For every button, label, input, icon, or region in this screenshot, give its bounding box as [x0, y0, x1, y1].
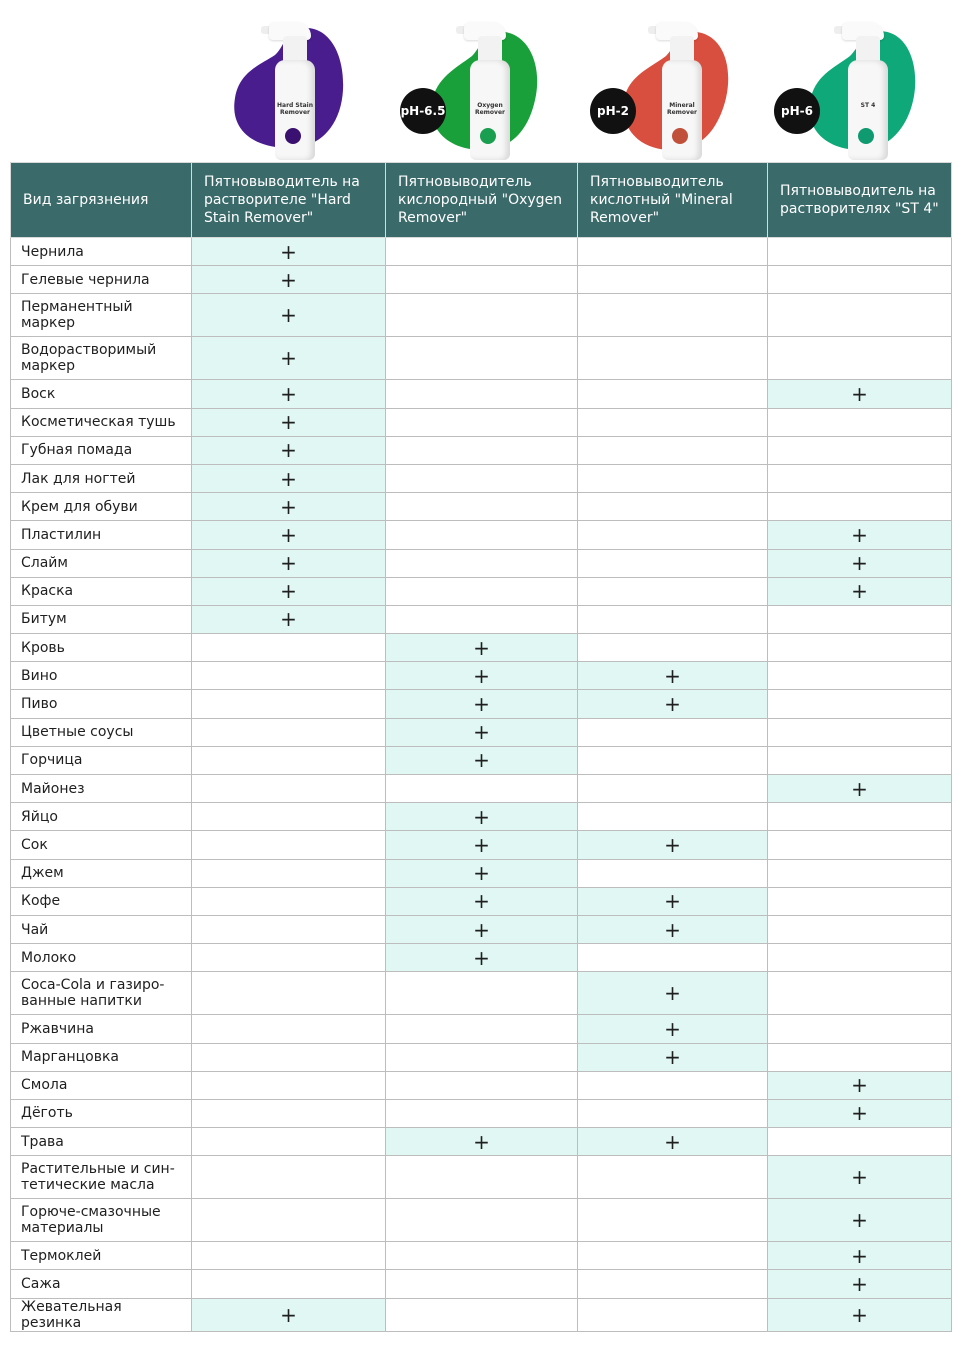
empty-cell: [768, 464, 952, 492]
empty-cell: [768, 831, 952, 859]
empty-cell: [192, 634, 386, 662]
empty-cell: [578, 436, 768, 464]
table-body: [11, 238, 952, 1332]
empty-cell: [578, 266, 768, 294]
compatible-mark-cell: +: [386, 859, 578, 887]
header-st4: Пятновыводитель на растворителях "ST 4": [768, 163, 952, 238]
compatible-mark-cell: +: [192, 464, 386, 492]
table-row: [11, 831, 952, 859]
empty-cell: [578, 1156, 768, 1199]
table-row: [11, 521, 952, 549]
stain-type-cell: Кровь: [11, 634, 192, 662]
empty-cell: [768, 915, 952, 943]
stain-type-cell: Лак для ногтей: [11, 464, 192, 492]
compatible-mark-cell: +: [192, 380, 386, 408]
table-row: [11, 1270, 952, 1298]
empty-cell: [768, 1128, 952, 1156]
empty-cell: [386, 521, 578, 549]
empty-cell: [768, 944, 952, 972]
table-row: [11, 718, 952, 746]
compatible-mark-cell: +: [192, 1298, 386, 1331]
compatible-mark-cell: +: [386, 915, 578, 943]
stain-type-cell: Перманентный маркер: [11, 294, 192, 337]
empty-cell: [578, 1099, 768, 1127]
stain-type-cell: Чернила: [11, 238, 192, 266]
label-spot: [285, 128, 301, 144]
empty-cell: [386, 1156, 578, 1199]
table-row: [11, 408, 952, 436]
stain-type-cell: Пластилин: [11, 521, 192, 549]
compatible-mark-cell: +: [386, 887, 578, 915]
table-row: [11, 662, 952, 690]
empty-cell: [578, 1270, 768, 1298]
empty-cell: [578, 493, 768, 521]
empty-cell: [768, 408, 952, 436]
empty-cell: [386, 493, 578, 521]
stain-type-cell: Битум: [11, 605, 192, 633]
label-spot: [672, 128, 688, 144]
table-row: [11, 972, 952, 1015]
product-mineral-remover: [612, 10, 742, 160]
empty-cell: [768, 803, 952, 831]
empty-cell: [578, 408, 768, 436]
empty-cell: [192, 775, 386, 803]
table-row: [11, 887, 952, 915]
empty-cell: [578, 1298, 768, 1331]
table-row: [11, 1099, 952, 1127]
compatible-mark-cell: +: [768, 1156, 952, 1199]
table-row: [11, 238, 952, 266]
compatible-mark-cell: +: [768, 1270, 952, 1298]
table-row: [11, 380, 952, 408]
table-row: [11, 436, 952, 464]
empty-cell: [386, 1242, 578, 1270]
stain-type-cell: Дёготь: [11, 1099, 192, 1127]
empty-cell: [192, 803, 386, 831]
empty-cell: [768, 294, 952, 337]
stain-type-cell: Цветные соусы: [11, 718, 192, 746]
compatible-mark-cell: +: [768, 577, 952, 605]
empty-cell: [192, 718, 386, 746]
empty-cell: [192, 662, 386, 690]
compatible-mark-cell: +: [192, 436, 386, 464]
label-spot: [858, 128, 874, 144]
empty-cell: [768, 605, 952, 633]
stain-type-cell: Слайм: [11, 549, 192, 577]
compatible-mark-cell: +: [192, 577, 386, 605]
empty-cell: [386, 1270, 578, 1298]
table-row: [11, 1043, 952, 1071]
stain-type-cell: Джем: [11, 859, 192, 887]
table-header-row: [11, 163, 952, 238]
table-row: [11, 690, 952, 718]
bottle-body-shape: [848, 60, 888, 160]
empty-cell: [578, 775, 768, 803]
empty-cell: [768, 1015, 952, 1043]
stain-type-cell: Чай: [11, 915, 192, 943]
compatible-mark-cell: +: [768, 775, 952, 803]
product-label: Mineral Remover: [666, 102, 697, 116]
empty-cell: [578, 634, 768, 662]
empty-cell: [192, 690, 386, 718]
label-spot: [480, 128, 496, 144]
empty-cell: [386, 1099, 578, 1127]
empty-cell: [386, 1071, 578, 1099]
compatible-mark-cell: +: [192, 238, 386, 266]
empty-cell: [386, 1015, 578, 1043]
table-row: [11, 915, 952, 943]
compatible-mark-cell: +: [192, 294, 386, 337]
stain-type-cell: Марганцовка: [11, 1043, 192, 1071]
table-row: [11, 577, 952, 605]
stain-type-cell: Ржавчина: [11, 1015, 192, 1043]
compatible-mark-cell: +: [768, 1298, 952, 1331]
empty-cell: [578, 746, 768, 774]
empty-cell: [192, 746, 386, 774]
stain-type-cell: Молоко: [11, 944, 192, 972]
table-row: [11, 1242, 952, 1270]
table-row: [11, 859, 952, 887]
empty-cell: [386, 972, 578, 1015]
empty-cell: [578, 718, 768, 746]
product-label: Oxygen Remover: [474, 102, 505, 116]
compatible-mark-cell: +: [192, 521, 386, 549]
empty-cell: [386, 266, 578, 294]
empty-cell: [386, 577, 578, 605]
stain-type-cell: Растительные и син-тетические масла: [11, 1156, 192, 1199]
empty-cell: [386, 1298, 578, 1331]
empty-cell: [768, 337, 952, 380]
stain-type-cell: Воск: [11, 380, 192, 408]
compatible-mark-cell: +: [386, 634, 578, 662]
product-st4: [798, 10, 928, 160]
table-row: [11, 1015, 952, 1043]
stain-type-cell: Косметическая тушь: [11, 408, 192, 436]
empty-cell: [578, 549, 768, 577]
stain-type-cell: Coca-Cola и газиро-ванные напитки: [11, 972, 192, 1015]
table-row: [11, 605, 952, 633]
table-row: [11, 464, 952, 492]
compatible-mark-cell: +: [768, 1099, 952, 1127]
empty-cell: [192, 831, 386, 859]
stain-type-cell: Яйцо: [11, 803, 192, 831]
compatible-mark-cell: +: [578, 972, 768, 1015]
empty-cell: [578, 605, 768, 633]
table-row: [11, 266, 952, 294]
compatible-mark-cell: +: [768, 1242, 952, 1270]
compatible-mark-cell: +: [768, 549, 952, 577]
stain-type-cell: Смола: [11, 1071, 192, 1099]
compatible-mark-cell: +: [578, 690, 768, 718]
empty-cell: [192, 972, 386, 1015]
empty-cell: [386, 605, 578, 633]
compatible-mark-cell: +: [768, 521, 952, 549]
compatible-mark-cell: +: [386, 662, 578, 690]
empty-cell: [768, 1043, 952, 1071]
stain-type-cell: Краска: [11, 577, 192, 605]
stain-type-cell: Пиво: [11, 690, 192, 718]
empty-cell: [192, 1015, 386, 1043]
empty-cell: [192, 1242, 386, 1270]
empty-cell: [386, 464, 578, 492]
compatible-mark-cell: +: [578, 662, 768, 690]
empty-cell: [768, 634, 952, 662]
empty-cell: [192, 859, 386, 887]
empty-cell: [768, 690, 952, 718]
empty-cell: [578, 294, 768, 337]
compatible-mark-cell: +: [578, 1015, 768, 1043]
empty-cell: [192, 887, 386, 915]
compatible-mark-cell: +: [386, 1128, 578, 1156]
empty-cell: [768, 493, 952, 521]
table-row: [11, 1071, 952, 1099]
empty-cell: [386, 1199, 578, 1242]
stain-type-cell: Майонез: [11, 775, 192, 803]
product-label: Hard Stain Remover: [277, 102, 313, 116]
empty-cell: [578, 337, 768, 380]
compatible-mark-cell: +: [386, 690, 578, 718]
compatible-mark-cell: +: [768, 1199, 952, 1242]
table-row: [11, 803, 952, 831]
product-oxygen-remover: [420, 10, 550, 160]
stain-type-cell: Водорастворимый маркер: [11, 337, 192, 380]
empty-cell: [578, 1199, 768, 1242]
empty-cell: [192, 1128, 386, 1156]
empty-cell: [578, 238, 768, 266]
empty-cell: [578, 944, 768, 972]
ph-badge: pH-2: [590, 88, 636, 134]
empty-cell: [192, 1270, 386, 1298]
table-row: [11, 775, 952, 803]
compatible-mark-cell: +: [386, 944, 578, 972]
stain-type-cell: Трава: [11, 1128, 192, 1156]
compatible-mark-cell: +: [386, 831, 578, 859]
table-row: [11, 337, 952, 380]
stain-type-cell: Вино: [11, 662, 192, 690]
empty-cell: [768, 238, 952, 266]
compatible-mark-cell: +: [578, 1128, 768, 1156]
empty-cell: [192, 944, 386, 972]
empty-cell: [192, 1099, 386, 1127]
compatible-mark-cell: +: [192, 493, 386, 521]
compatible-mark-cell: +: [578, 915, 768, 943]
empty-cell: [768, 718, 952, 746]
empty-cell: [578, 521, 768, 549]
empty-cell: [768, 972, 952, 1015]
empty-cell: [192, 1199, 386, 1242]
empty-cell: [768, 266, 952, 294]
compatible-mark-cell: +: [192, 605, 386, 633]
empty-cell: [192, 1043, 386, 1071]
compatible-mark-cell: +: [386, 746, 578, 774]
empty-cell: [768, 662, 952, 690]
empty-cell: [578, 859, 768, 887]
table-row: [11, 746, 952, 774]
product-label: ST 4: [860, 102, 876, 109]
empty-cell: [386, 1043, 578, 1071]
compatible-mark-cell: +: [768, 1071, 952, 1099]
empty-cell: [192, 915, 386, 943]
header-stain-type: Вид загрязнения: [11, 163, 192, 238]
stain-type-cell: Гелевые чернила: [11, 266, 192, 294]
empty-cell: [192, 1071, 386, 1099]
empty-cell: [386, 337, 578, 380]
header-hard-stain-remover: Пятновыводитель на растворителе "Hard Stain Remover": [192, 163, 386, 238]
stain-type-cell: Горюче-смазочные материалы: [11, 1199, 192, 1242]
empty-cell: [768, 859, 952, 887]
empty-cell: [386, 436, 578, 464]
header-oxygen-remover: Пятновыводитель кислородный "Oxygen Remover": [386, 163, 578, 238]
ph-badge: pH-6.5: [400, 88, 446, 134]
stain-type-cell: Жевательная резинка: [11, 1298, 192, 1331]
table-row: [11, 944, 952, 972]
table-row: [11, 1298, 952, 1331]
compatible-mark-cell: +: [768, 380, 952, 408]
empty-cell: [578, 1071, 768, 1099]
empty-cell: [386, 549, 578, 577]
compatible-mark-cell: +: [192, 266, 386, 294]
table-row: [11, 1199, 952, 1242]
compatible-mark-cell: +: [192, 408, 386, 436]
empty-cell: [386, 775, 578, 803]
compatible-mark-cell: +: [386, 803, 578, 831]
table-row: [11, 549, 952, 577]
compatible-mark-cell: +: [578, 1043, 768, 1071]
stain-type-cell: Губная помада: [11, 436, 192, 464]
compatible-mark-cell: +: [192, 549, 386, 577]
empty-cell: [386, 294, 578, 337]
ph-badge: pH-6: [774, 88, 820, 134]
empty-cell: [768, 746, 952, 774]
stain-type-cell: Сок: [11, 831, 192, 859]
empty-cell: [192, 1156, 386, 1199]
empty-cell: [386, 408, 578, 436]
stain-type-cell: Кофе: [11, 887, 192, 915]
empty-cell: [578, 577, 768, 605]
product-hard-stain-remover: [225, 10, 355, 160]
stain-type-cell: Горчица: [11, 746, 192, 774]
table-row: [11, 493, 952, 521]
stain-type-cell: Сажа: [11, 1270, 192, 1298]
table-row: [11, 634, 952, 662]
empty-cell: [386, 380, 578, 408]
compatible-mark-cell: +: [192, 337, 386, 380]
empty-cell: [768, 436, 952, 464]
empty-cell: [578, 380, 768, 408]
stain-compatibility-table: [10, 162, 952, 1332]
empty-cell: [386, 238, 578, 266]
product-images: [0, 0, 964, 162]
header-mineral-remover: Пятновыводитель кислотный "Mineral Remover": [578, 163, 768, 238]
compatible-mark-cell: +: [386, 718, 578, 746]
empty-cell: [768, 887, 952, 915]
compatible-mark-cell: +: [578, 887, 768, 915]
table-row: [11, 1156, 952, 1199]
empty-cell: [578, 464, 768, 492]
stain-type-cell: Крем для обуви: [11, 493, 192, 521]
table-row: [11, 1128, 952, 1156]
empty-cell: [578, 803, 768, 831]
compatible-mark-cell: +: [578, 831, 768, 859]
stain-type-cell: Термоклей: [11, 1242, 192, 1270]
table-row: [11, 294, 952, 337]
empty-cell: [578, 1242, 768, 1270]
